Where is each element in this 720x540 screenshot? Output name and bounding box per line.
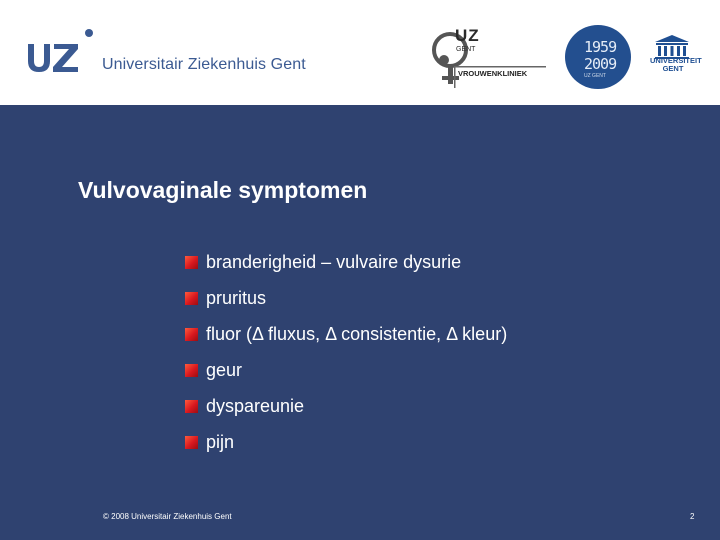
- uz-gent-logo-name: Universitair Ziekenhuis Gent: [102, 56, 306, 73]
- bullet-square-icon: [185, 292, 198, 305]
- vrouwenkliniek-label: VROUWENKLINIEK: [458, 69, 528, 78]
- bullet-text: pijn: [206, 432, 235, 452]
- bullet-square-icon: [185, 328, 198, 341]
- vrouwenkliniek-uz: UZ: [455, 26, 480, 45]
- bullet-text: geur: [206, 360, 243, 380]
- vrouwenkliniek-logo: [428, 22, 550, 92]
- bullet-item: [185, 252, 507, 288]
- anniversary-year-start: 1959: [584, 38, 617, 56]
- footer-page-number: 2: [690, 512, 695, 521]
- footer-copyright: © 2008 Universitair Ziekenhuis Gent: [103, 512, 232, 521]
- bullet-square-icon: [185, 436, 198, 449]
- vrouwenkliniek-gent: GENT: [456, 46, 476, 53]
- bullet-item: [185, 324, 507, 360]
- header-bar: [0, 0, 720, 105]
- bullet-square-icon: [185, 256, 198, 269]
- bullet-text: branderigheid – vulvaire dysurie: [206, 252, 462, 272]
- bullet-item: [185, 396, 507, 432]
- bullet-text: pruritus: [206, 288, 267, 308]
- bullet-square-icon: [185, 400, 198, 413]
- ugent-label: UNIVERSITEIT GENT: [650, 56, 702, 73]
- bullet-square-icon: [185, 364, 198, 377]
- slide-title: Vulvovaginale symptomen: [78, 177, 368, 203]
- bullet-item: [185, 288, 507, 324]
- anniversary-sub: UZ GENT: [584, 73, 606, 79]
- anniversary-year-end: 2009: [584, 55, 617, 73]
- bullet-text: dyspareunie: [206, 396, 305, 416]
- bullet-list: [185, 252, 507, 468]
- uz-gent-logo: [26, 28, 106, 78]
- bullet-item: [185, 432, 507, 468]
- bullet-item: [185, 360, 507, 396]
- bullet-text: fluor (Δ fluxus, Δ consistentie, Δ kleur): [206, 324, 508, 344]
